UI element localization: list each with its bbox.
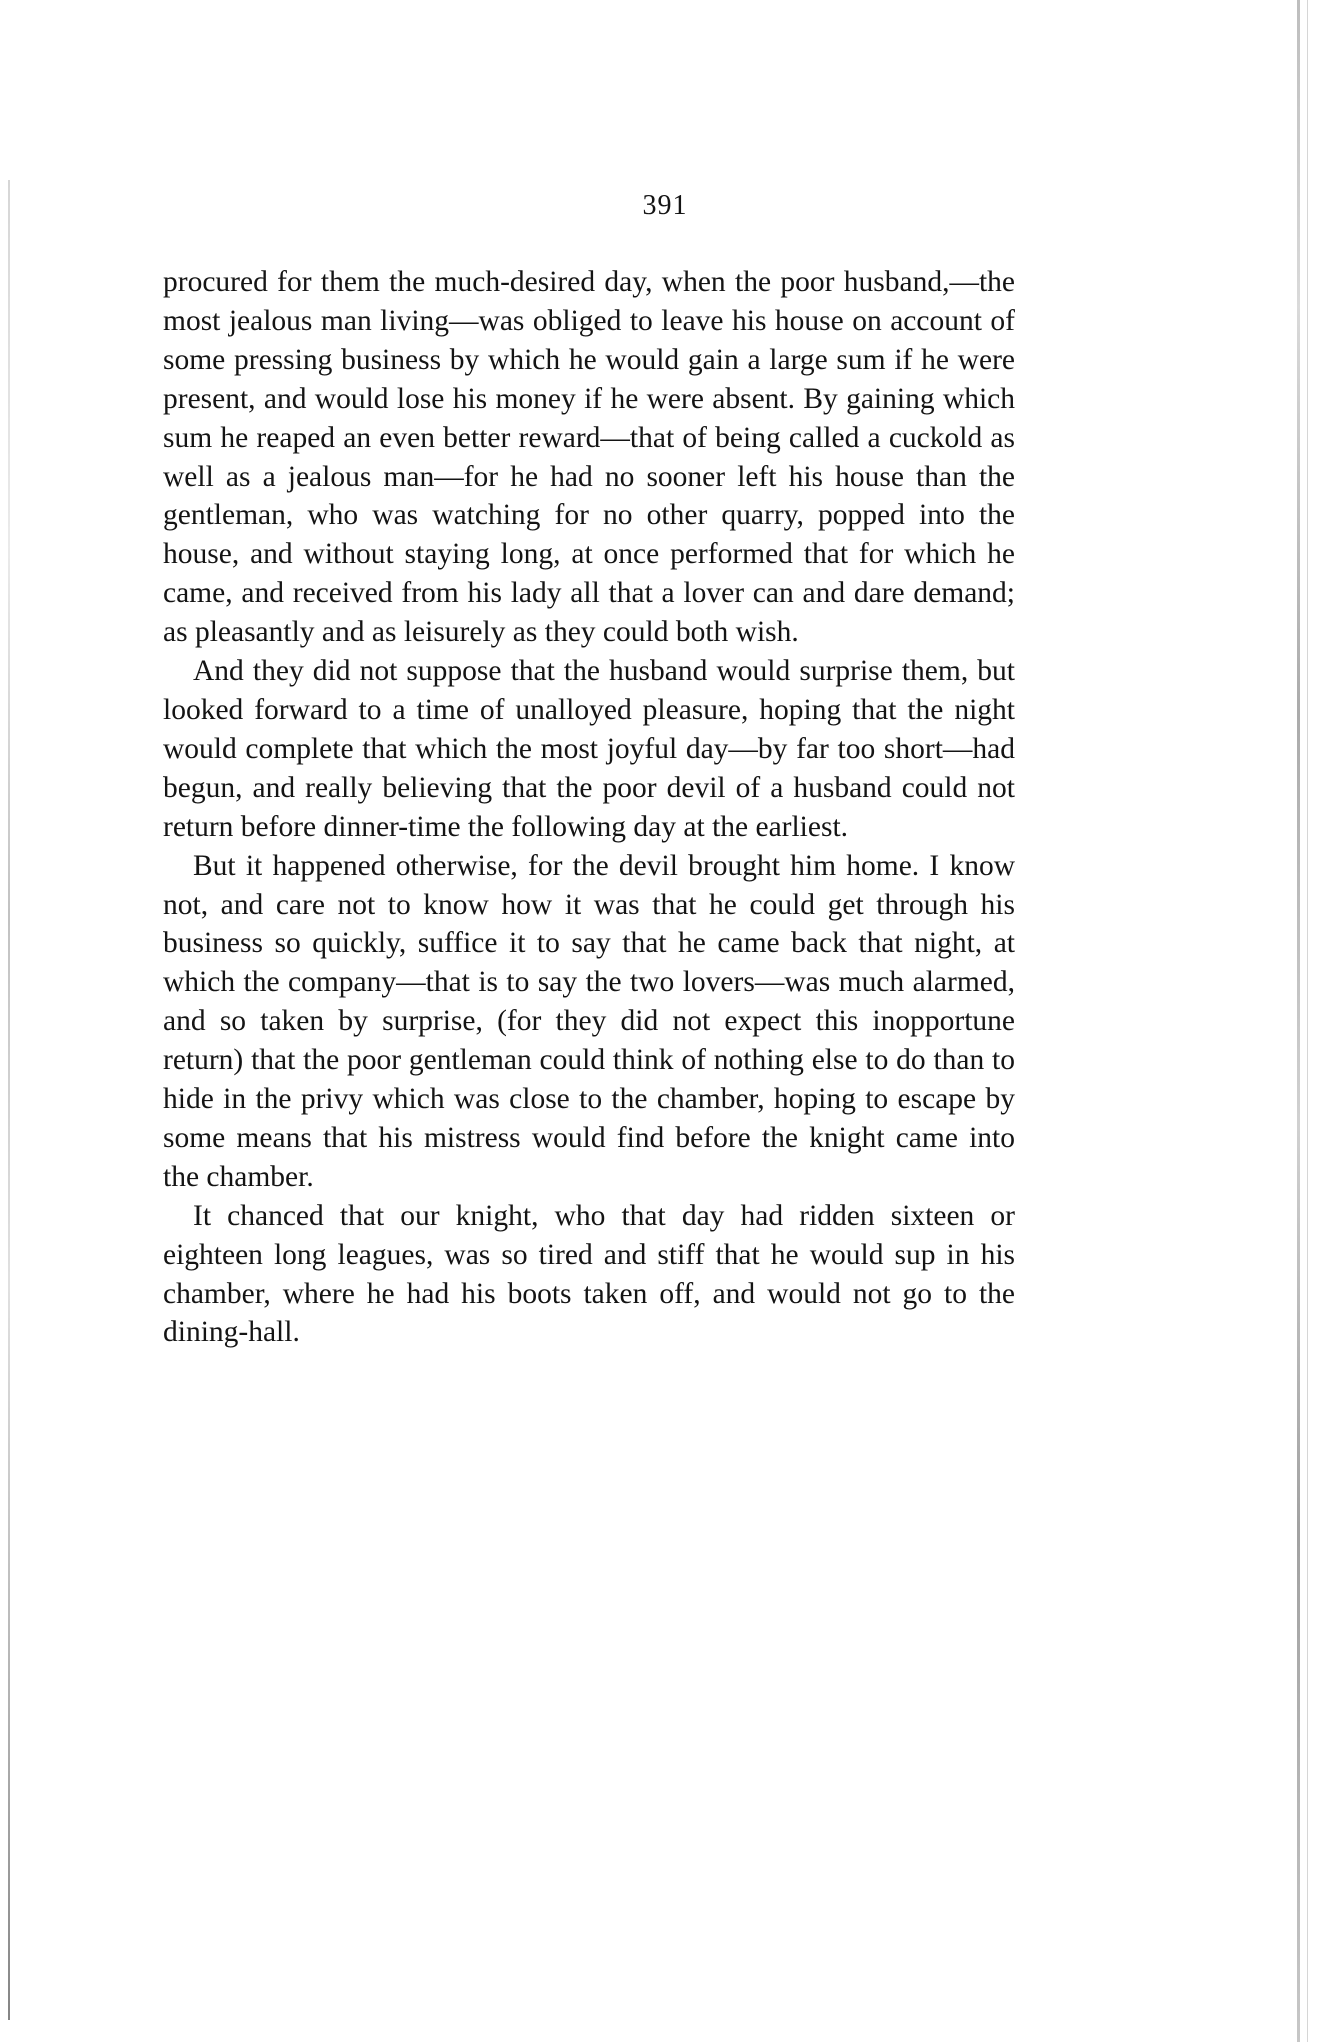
paragraph-1: procured for them the much-desired day, when the poor husband,—the most jealous man living—was obliged to leave his house on account of some pressing business by which he would gain a large sum if he were present, and would lose his money if he were absent. By gaining which sum he reaped an even better reward—that of being called a cuckold as well as a jealous man—for he had no sooner left his house than the gentleman, who was watching for no other quarry, popped into the house, and without staying long, at once performed that for which he came, and received from his lady all that a lover can and dare demand; as pleasantly and as leisurely as they could both wish.: [163, 266, 1015, 649]
paragraph-2: And they did not suppose that the husband would surprise them, but looked forward to a time of unalloyed pleasure, hoping that the night would complete that which the most joyful day—by far too short—had begun, and really believing that the poor devil of a husband could not return before dinner-time the following day at the earliest.: [163, 655, 1015, 843]
scan-edge-right: [1297, 0, 1300, 2042]
paragraph-4: It chanced that our knight, who that day had ridden sixteen or eighteen long leagues, was so tired and stiff that he would sup in his chamber, where he had his boots taken off, and would not go to the dining-hall.: [163, 1199, 1015, 1349]
scan-edge-right-inner: [1307, 0, 1308, 2042]
page-number: 391: [642, 190, 688, 221]
body-text: [163, 263, 1015, 1352]
scan-edge-left: [8, 180, 10, 2020]
paragraph-3: But it happened otherwise, for the devil brought him home. I know not, and care not to know how it was that he could get through his business so quickly, suffice it to say that he came back that night, at which the company—that is to say the two lovers—was much alarmed, and so taken by surprise, (for they did not expect this inopportune return) that the poor gentleman could think of nothing else to do than to hide in the privy which was close to the chamber, hoping to escape by some means that his mistress would find before the knight came into the chamber.: [163, 849, 1015, 1193]
